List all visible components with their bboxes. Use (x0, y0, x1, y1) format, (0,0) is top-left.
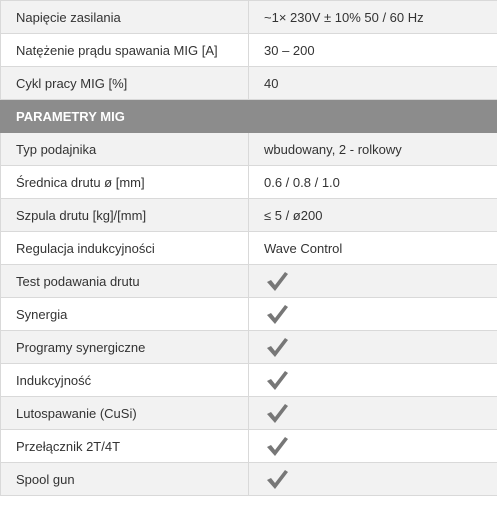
spec-value: Wave Control (249, 232, 497, 265)
checkmark-icon (265, 369, 289, 391)
spec-label: Szpula drutu [kg]/[mm] (1, 199, 249, 232)
checkmark-icon (265, 402, 289, 424)
spec-row (1, 430, 497, 463)
spec-row (1, 364, 497, 397)
spec-row (1, 1, 497, 34)
spec-value (249, 298, 497, 331)
spec-value (249, 463, 497, 496)
checkmark-icon (265, 303, 289, 325)
spec-row (1, 199, 497, 232)
checkmark-icon (265, 468, 289, 490)
spec-label: Cykl pracy MIG [%] (1, 67, 249, 100)
spec-row (1, 331, 497, 364)
spec-label: Test podawania drutu (1, 265, 249, 298)
spec-label: Typ podajnika (1, 133, 249, 166)
spec-label: Lutospawanie (CuSi) (1, 397, 249, 430)
spec-value: ~1× 230V ± 10% 50 / 60 Hz (249, 1, 497, 34)
spec-value (249, 364, 497, 397)
spec-row (1, 34, 497, 67)
spec-row (1, 166, 497, 199)
spec-value: wbudowany, 2 - rolkowy (249, 133, 497, 166)
spec-value (249, 331, 497, 364)
spec-value: 30 – 200 (249, 34, 497, 67)
spec-value: ≤ 5 / ø200 (249, 199, 497, 232)
section-title: PARAMETRY MIG (1, 100, 497, 133)
spec-row (1, 232, 497, 265)
spec-label: Regulacja indukcyjności (1, 232, 249, 265)
checkmark-icon (265, 435, 289, 457)
section-header-row (1, 100, 497, 133)
spec-label: Programy synergiczne (1, 331, 249, 364)
spec-label: Indukcyjność (1, 364, 249, 397)
spec-row (1, 67, 497, 100)
spec-row (1, 298, 497, 331)
spec-row (1, 463, 497, 496)
spec-table-body (1, 1, 497, 496)
checkmark-icon (265, 270, 289, 292)
spec-label: Natężenie prądu spawania MIG [A] (1, 34, 249, 67)
spec-label: Przełącznik 2T/4T (1, 430, 249, 463)
spec-row (1, 133, 497, 166)
spec-value (249, 430, 497, 463)
spec-value: 40 (249, 67, 497, 100)
spec-value (249, 265, 497, 298)
spec-label: Synergia (1, 298, 249, 331)
spec-label: Średnica drutu ø [mm] (1, 166, 249, 199)
spec-row (1, 397, 497, 430)
spec-value: 0.6 / 0.8 / 1.0 (249, 166, 497, 199)
spec-value (249, 397, 497, 430)
spec-label: Spool gun (1, 463, 249, 496)
spec-label: Napięcie zasilania (1, 1, 249, 34)
spec-row (1, 265, 497, 298)
checkmark-icon (265, 336, 289, 358)
